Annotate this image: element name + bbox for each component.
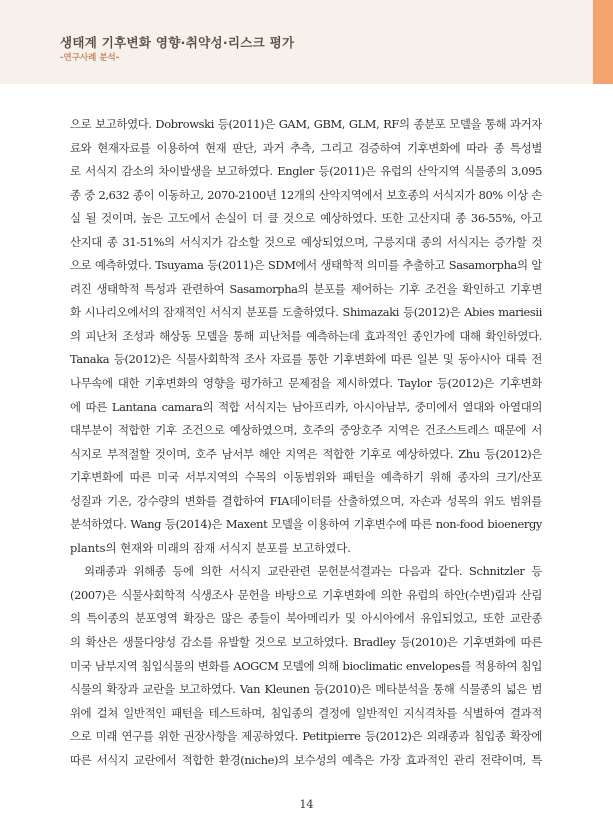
text-line: 산지대 종 31-51%의 서식지가 감소할 것으로 예상되었으며, 구릉지대 종의 서식지는 증가할 것 [70, 234, 542, 249]
text-line: 식물의 확장과 교란을 보고하였다. Van Kleunen 등(2010)은 메타분석을 통해 식물종의 넓은 범 [70, 682, 542, 697]
text-line: 나무속에 대한 기후변화의 영향을 평가하고 문제점을 제시하였다. Taylor 등(2012)은 기후변화 [70, 376, 542, 391]
text-line: 성질과 기온, 강수량의 변화를 결합하여 FIA데이터를 산출하였으며, 자손과 성목의 위도 범위를 [70, 493, 542, 508]
text-line: 분석하였다. Wang 등(2014)은 Maxent 모델을 이용하여 기후변수에 따른 non-food bioenergy [70, 517, 542, 532]
text-line: 위에 걸쳐 일반적인 패턴을 테스트하며, 침입종의 결정에 일반적인 지식격차를 식별하여 결과적 [70, 705, 542, 720]
text-line: 화 시나리오에서의 잠재적인 서식지 분포를 도출하였다. Shimazaki 등(2012)은 Abies mariesii [70, 305, 542, 320]
text-line: 기후변화에 따른 미국 서부지역의 수목의 이동범위와 패턴을 예측하기 위해 종자의 크기/산포 [70, 470, 542, 485]
text-line: 미국 남부지역 침입식물의 변화를 AOGCM 모델에 의해 bioclimatic envelopes를 적용하여 침입 [70, 658, 542, 673]
text-line: 의 특이종의 분포영역 확장은 많은 종들이 북아메리카 및 아시아에서 유입되었고, 또한 교란종 [70, 611, 542, 626]
text-line: 로 서식지 감소의 차이발생을 보고하였다. Engler 등(2011)은 유럽의 산악지역 식물종의 3,095 [70, 164, 542, 179]
text-line: 대부분이 적합한 기후 조건으로 예상하였으며, 호주의 중앙호주 지역은 건조스트레스 때문에 서 [70, 423, 542, 438]
page-header [0, 0, 613, 84]
text-line: 에 따른 Lantana camara의 적합 서식지는 남아프리카, 아시아남부, 중미에서 열대와 아열대의 [70, 399, 542, 414]
text-line: 종 중 2,632 종이 이동하고, 2070-2100년 12개의 산악지역에서 보호종의 서식지가 80% 이상 손 [70, 187, 542, 202]
text-line: (2007)은 식물사회학적 식생조사 문헌을 바탕으로 기후변화에 의한 유럽의 하안(수변)림과 산림 [70, 587, 542, 602]
text-line: 의 확산은 생물다양성 감소를 유발할 것으로 보고하였다. Bradley 등(2010)은 기후변화에 따른 [70, 635, 542, 650]
text-line: 으로 보고하였다. Dobrowski 등(2011)은 GAM, GBM, GLM, RF의 종분포 모델을 통해 과거자 [70, 117, 542, 131]
header-subtitle: -연구사례 분석- [60, 53, 120, 63]
text-line: 따른 서식지 교란에서 적합한 환경(niche)의 보수성의 예측은 가장 효과적인 관리 전략이며, 특 [70, 752, 542, 767]
body-text [70, 113, 542, 772]
text-line: 실 될 것이며, 높은 고도에서 손실이 더 클 것으로 예상하였다. 또한 고산지대 종 36-55%, 아고 [70, 211, 542, 226]
text-line: 으로 미래 연구를 위한 권장사항을 제공하였다. Petitpierre 등(2012)은 외래종과 침입종 확장에 [70, 729, 542, 744]
text-line: plants의 현재와 미래의 잠재 서식지 분포를 보고하였다. [70, 540, 351, 555]
text-line: 의 피난처 조성과 해상동 모델을 통해 피난처를 예측하는데 효과적인 종인가에 대해 확인하였다. [70, 328, 542, 343]
text-line: 식지로 부적절할 것이며, 호주 남서부 해안 지역은 적합한 기후로 예상하였다. Zhu 등(2012)은 [70, 446, 542, 461]
header-accent-bar [593, 0, 613, 84]
header-title: 생태계 기후변화 영향·취약성·리스크 평가 [60, 35, 295, 50]
text-line: 으로 예측하였다. Tsuyama 등(2011)은 SDM에서 생태학적 의미를 추출하고 Sasamorpha의 알 [70, 258, 542, 273]
page-number: 14 [299, 798, 314, 811]
text-line: 외래종과 위해종 등에 의한 서식지 교란관련 문헌분석결과는 다음과 같다. Schnitzler 등 [84, 564, 542, 579]
text-line: 려진 생태학적 특성과 관련하여 Sasamorpha의 분포를 제어하는 기후 조건을 확인하고 기후변 [70, 281, 542, 296]
text-line: 료와 현재자료를 이용하여 현재 판단, 과거 추측, 그리고 검증하여 기후변화에 따라 종 특성별 [70, 140, 542, 155]
text-line: Tanaka 등(2012)은 식물사회학적 조사 자료를 통한 기후변화에 따른 일본 및 동아시아 대륙 전 [70, 352, 542, 367]
